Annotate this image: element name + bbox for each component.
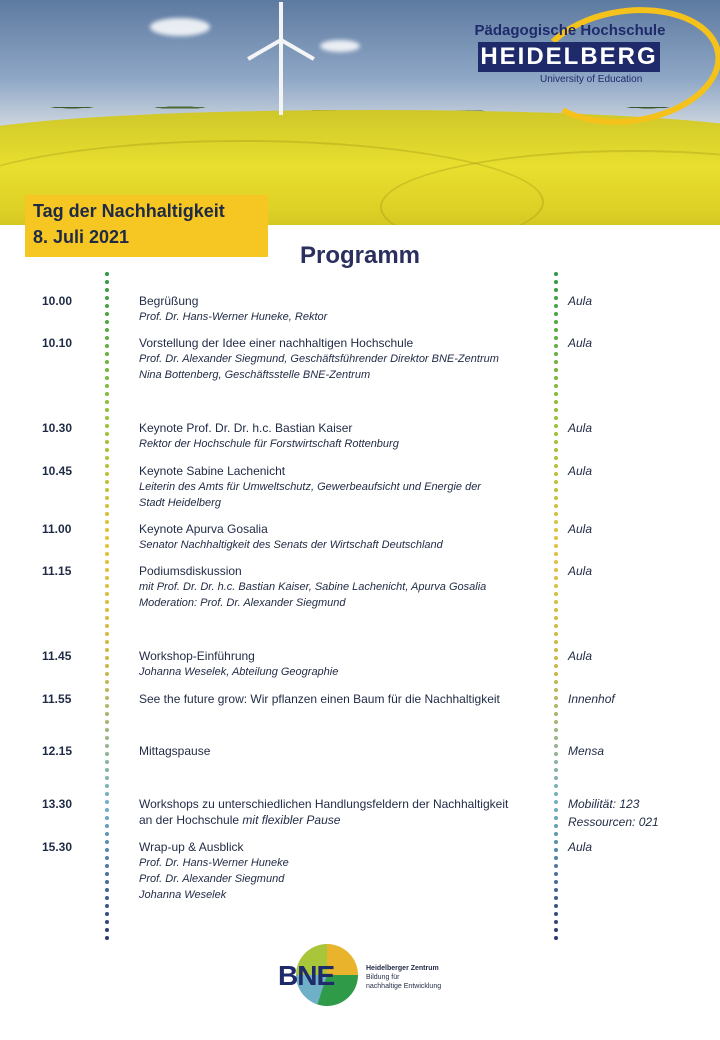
program-item-detail: Nina Bottenberg, Geschäftsstelle BNE-Zentrum (139, 369, 371, 381)
program-item-title: Begrüßung (139, 294, 199, 308)
program-item-detail: Prof. Dr. Alexander Siegmund (139, 873, 285, 885)
timeline-dot (554, 344, 558, 348)
timeline-dot (105, 656, 109, 660)
program-location-text: Aula (568, 840, 593, 854)
timeline-dot (105, 888, 109, 892)
timeline-dot (554, 920, 558, 924)
timeline-dot (554, 280, 558, 284)
timeline-dot (105, 728, 109, 732)
timeline-dot (554, 880, 558, 884)
timeline-dot (105, 496, 109, 500)
timeline-dot (105, 312, 109, 316)
bne-text (366, 964, 441, 991)
program-item (139, 563, 544, 611)
timeline-dot (105, 488, 109, 492)
program-item (139, 743, 544, 759)
timeline-dot (554, 488, 558, 492)
program-location-text: Aula (568, 649, 593, 663)
cloud (320, 40, 360, 52)
program-time: 13.30 (42, 797, 73, 811)
bne-letters: BNE (278, 960, 335, 991)
turbine-blade (278, 37, 315, 60)
timeline-dot (554, 392, 558, 396)
timeline-dot (105, 520, 109, 524)
header-banner-image (0, 0, 720, 225)
timeline-dot (554, 720, 558, 724)
program-item-detail: Prof. Dr. Alexander Siegmund, Geschäftsführender Direktor BNE-Zentrum (139, 353, 499, 365)
timeline-dot (105, 664, 109, 668)
timeline-dot (554, 528, 558, 532)
program-item-detail: Johanna Weselek (139, 889, 227, 901)
timeline-dot (105, 424, 109, 428)
timeline-dot (105, 872, 109, 876)
timeline-dot (105, 528, 109, 532)
timeline-dot (105, 696, 109, 700)
program-item-detail: Leiterin des Amts für Umweltschutz, Gewerbeaufsicht und Energie der (139, 481, 481, 493)
timeline-dot (554, 592, 558, 596)
timeline-dot (554, 328, 558, 332)
timeline-dot (105, 544, 109, 548)
timeline-dot (105, 280, 109, 284)
logo-sub-text: University of Education (540, 74, 643, 85)
timeline-dot (554, 848, 558, 852)
timeline-dot (554, 312, 558, 316)
timeline-dot (105, 392, 109, 396)
timeline-dot (105, 936, 109, 940)
timeline-dot (105, 624, 109, 628)
program-location-text: Aula (568, 522, 593, 536)
timeline-dot (554, 872, 558, 876)
timeline-dot (105, 272, 109, 276)
timeline-dot (554, 752, 558, 756)
timeline-dot (554, 800, 558, 804)
timeline-dot (554, 400, 558, 404)
logo-top-text: Pädagogische Hochschule (474, 22, 666, 39)
timeline-dot (105, 576, 109, 580)
timeline-dot (105, 296, 109, 300)
timeline-dot (105, 792, 109, 796)
program-location-text: Ressourcen: 021 (568, 815, 659, 829)
program-location (568, 520, 592, 538)
timeline-dot (554, 840, 558, 844)
program-location (568, 462, 592, 480)
timeline-dot (554, 632, 558, 636)
timeline-dot (554, 904, 558, 908)
timeline-dot (554, 760, 558, 764)
timeline-dot (554, 776, 558, 780)
program-location (568, 334, 592, 352)
page-title: Programm (299, 242, 421, 269)
timeline-dot (554, 832, 558, 836)
program-time: 10.00 (42, 294, 73, 308)
program-item-detail: mit Prof. Dr. Dr. h.c. Bastian Kaiser, Sabine Lachenicht, Apurva Gosalia (139, 581, 487, 593)
timeline-dot (554, 864, 558, 868)
program-time: 10.45 (42, 464, 73, 478)
program-item-detail: Prof. Dr. Hans-Werner Huneke, Rektor (139, 311, 328, 323)
timeline-dot (554, 424, 558, 428)
program-location (568, 795, 659, 831)
timeline-dot (554, 664, 558, 668)
timeline-dot (554, 624, 558, 628)
timeline-dot (554, 656, 558, 660)
timeline-dot (105, 448, 109, 452)
program-time: 11.15 (42, 564, 72, 578)
program-item-title-text: an der Hochschule (139, 813, 240, 827)
timeline-dot (554, 496, 558, 500)
timeline-dot (105, 432, 109, 436)
timeline-dot (105, 592, 109, 596)
timeline-dot (105, 352, 109, 356)
program-item (139, 463, 544, 511)
timeline-dot (105, 896, 109, 900)
bne-text-line: Bildung für (366, 974, 400, 981)
timeline-dot (554, 648, 558, 652)
timeline-dot (105, 608, 109, 612)
program-location (568, 647, 592, 665)
timeline-dot (105, 776, 109, 780)
program-item (139, 293, 544, 325)
timeline-dot (105, 808, 109, 812)
timeline-dot (105, 320, 109, 324)
program-location (568, 562, 592, 580)
timeline-dot (554, 504, 558, 508)
program-location (568, 838, 592, 856)
timeline-dot (105, 840, 109, 844)
bne-text-line: Heidelberger Zentrum (366, 965, 439, 972)
timeline-dot (554, 512, 558, 516)
timeline-dot (105, 680, 109, 684)
program-item (139, 796, 544, 828)
timeline-dot (554, 544, 558, 548)
timeline-dot (105, 928, 109, 932)
timeline-dot (554, 320, 558, 324)
timeline-dot (554, 408, 558, 412)
timeline-dot (105, 456, 109, 460)
event-name: Tag der Nachhaltigkeit (33, 201, 225, 221)
timeline-dot (105, 568, 109, 572)
timeline-dot (105, 752, 109, 756)
timeline-dot (554, 448, 558, 452)
timeline-dot (554, 584, 558, 588)
program-location-text: Aula (568, 464, 593, 478)
program-time: 15.30 (42, 840, 73, 854)
timeline-dot (105, 856, 109, 860)
timeline-dot (554, 896, 558, 900)
timeline-dot (554, 600, 558, 604)
program-item-detail: Prof. Dr. Hans-Werner Huneke (139, 857, 289, 869)
timeline-dot (554, 416, 558, 420)
timeline-dot (105, 360, 109, 364)
timeline-dot (105, 816, 109, 820)
timeline-dot (554, 768, 558, 772)
timeline-dot (105, 584, 109, 588)
timeline-dot (554, 456, 558, 460)
program-time: 12.15 (42, 744, 73, 758)
bne-logo (276, 944, 466, 1010)
timeline-dot (105, 600, 109, 604)
timeline-dot (554, 384, 558, 388)
program-item-title: Workshop-Einführung (139, 649, 255, 663)
timeline-dot (105, 704, 109, 708)
program-item (139, 648, 544, 680)
program-location-text: Mobilität: 123 (568, 797, 640, 811)
timeline-dot (554, 296, 558, 300)
program-location-text: Mensa (568, 744, 605, 758)
timeline-dot (554, 368, 558, 372)
timeline-dot (105, 912, 109, 916)
timeline-dot (105, 736, 109, 740)
program-item-detail: Stadt Heidelberg (139, 497, 221, 509)
timeline-dot (554, 640, 558, 644)
program-location-text: Aula (568, 564, 593, 578)
timeline-dot (554, 680, 558, 684)
timeline-dot (554, 888, 558, 892)
timeline-dot (105, 904, 109, 908)
timeline-dot (105, 760, 109, 764)
timeline-dot (554, 360, 558, 364)
timeline-dot (554, 736, 558, 740)
program-item-detail: Senator Nachhaltigkeit des Senats der Wirtschaft Deutschland (139, 539, 443, 551)
program-item (139, 420, 544, 452)
timeline-dot (105, 552, 109, 556)
wind-turbine (279, 40, 283, 115)
timeline-dot (554, 936, 558, 940)
timeline-dot (105, 744, 109, 748)
timeline-dot (105, 648, 109, 652)
program-location (568, 292, 592, 310)
timeline-dot (554, 480, 558, 484)
timeline-dot (554, 576, 558, 580)
program-item-title: Wrap-up & Ausblick (139, 840, 244, 854)
timeline-dot (554, 672, 558, 676)
timeline-dot (554, 784, 558, 788)
timeline-dot (554, 688, 558, 692)
timeline-dot (105, 464, 109, 468)
timeline-dot (554, 536, 558, 540)
program-location (568, 419, 592, 437)
timeline-dots-left (105, 272, 110, 947)
program-time: 11.55 (42, 692, 72, 706)
program-time: 11.00 (42, 522, 72, 536)
timeline-dot (105, 328, 109, 332)
timeline-dot (105, 504, 109, 508)
timeline-dot (554, 288, 558, 292)
timeline-dot (105, 400, 109, 404)
timeline-dot (105, 800, 109, 804)
event-date: 8. Juli 2021 (33, 227, 130, 247)
timeline-dot (105, 416, 109, 420)
timeline-dot (554, 440, 558, 444)
program-location-text: Innenhof (568, 692, 615, 706)
timeline-dot (105, 440, 109, 444)
timeline-dot (105, 336, 109, 340)
program-item-detail: Johanna Weselek, Abteilung Geographie (139, 666, 339, 678)
timeline-dot (554, 272, 558, 276)
timeline-dot (554, 616, 558, 620)
timeline-dot (554, 728, 558, 732)
timeline-dot (554, 608, 558, 612)
timeline-dot (554, 472, 558, 476)
timeline-dot (554, 304, 558, 308)
timeline-dot (554, 376, 558, 380)
timeline-dot (554, 552, 558, 556)
timeline-dot (105, 880, 109, 884)
timeline-dot (105, 720, 109, 724)
program-item-detail: Rektor der Hochschule für Forstwirtschaft Rottenburg (139, 438, 399, 450)
timeline-dot (554, 808, 558, 812)
timeline-dot (105, 920, 109, 924)
program-item-detail: Moderation: Prof. Dr. Alexander Siegmund (139, 597, 346, 609)
program-time: 10.30 (42, 421, 73, 435)
program-item-title: Workshops zu unterschiedlichen Handlungsfeldern der Nachhaltigkeit (139, 797, 509, 811)
program-item-title-cont (139, 812, 544, 828)
timeline-dot (554, 696, 558, 700)
program-item-title: Keynote Prof. Dr. Dr. h.c. Bastian Kaiser (139, 421, 353, 435)
timeline-dot (105, 712, 109, 716)
program-location-text: Aula (568, 294, 593, 308)
timeline-dot (105, 376, 109, 380)
timeline-dot (554, 520, 558, 524)
program-location (568, 690, 615, 708)
timeline-dot (554, 432, 558, 436)
bne-text-line: nachhaltige Entwicklung (366, 983, 442, 990)
timeline-dot (105, 384, 109, 388)
timeline-dot (554, 560, 558, 564)
timeline-dot (105, 536, 109, 540)
timeline-dot (105, 768, 109, 772)
timeline-dot (105, 784, 109, 788)
program-item-title: See the future grow: Wir pflanzen einen Baum für die Nachhaltigkeit (139, 692, 500, 706)
timeline-dot (105, 632, 109, 636)
program-time: 11.45 (42, 649, 72, 663)
program-item (139, 335, 544, 383)
program-location-text: Aula (568, 421, 593, 435)
timeline-dots-right (554, 272, 559, 947)
timeline-dot (105, 288, 109, 292)
timeline-dot (554, 352, 558, 356)
program-item-title: Podiumsdiskussion (139, 564, 242, 578)
program-item-title: Keynote Apurva Gosalia (139, 522, 268, 536)
timeline-dot (105, 640, 109, 644)
timeline-dot (105, 560, 109, 564)
program-item (139, 839, 544, 903)
ph-heidelberg-logo (470, 12, 710, 102)
timeline-dot (554, 336, 558, 340)
program-item (139, 691, 544, 707)
timeline-dot (105, 512, 109, 516)
program-item-title: Vorstellung der Idee einer nachhaltigen Hochschule (139, 336, 414, 350)
timeline-dot (554, 464, 558, 468)
timeline-dot (554, 912, 558, 916)
program-item (139, 521, 544, 553)
cloud (150, 18, 210, 36)
program-item-title-note: mit flexibler Pause (242, 813, 341, 827)
timeline-dot (105, 832, 109, 836)
timeline-dot (554, 568, 558, 572)
timeline-dot (554, 712, 558, 716)
timeline-dot (105, 824, 109, 828)
timeline-dot (554, 816, 558, 820)
timeline-dot (105, 304, 109, 308)
timeline-dot (554, 824, 558, 828)
timeline-dot (105, 616, 109, 620)
timeline-dot (554, 856, 558, 860)
logo-main-text: HEIDELBERG (478, 42, 660, 72)
program-item-title: Mittagspause (139, 744, 211, 758)
timeline-dot (105, 672, 109, 676)
timeline-dot (105, 368, 109, 372)
timeline-dot (554, 928, 558, 932)
program-location-text: Aula (568, 336, 593, 350)
timeline-dot (554, 792, 558, 796)
timeline-dot (105, 480, 109, 484)
timeline-dot (105, 472, 109, 476)
timeline-dot (105, 864, 109, 868)
timeline-dot (554, 704, 558, 708)
timeline-dot (554, 744, 558, 748)
timeline-dot (105, 688, 109, 692)
program-location (568, 742, 604, 760)
program-item-title: Keynote Sabine Lachenicht (139, 464, 286, 478)
timeline-dot (105, 344, 109, 348)
timeline-dot (105, 848, 109, 852)
program-time: 10.10 (42, 336, 73, 350)
timeline-dot (105, 408, 109, 412)
